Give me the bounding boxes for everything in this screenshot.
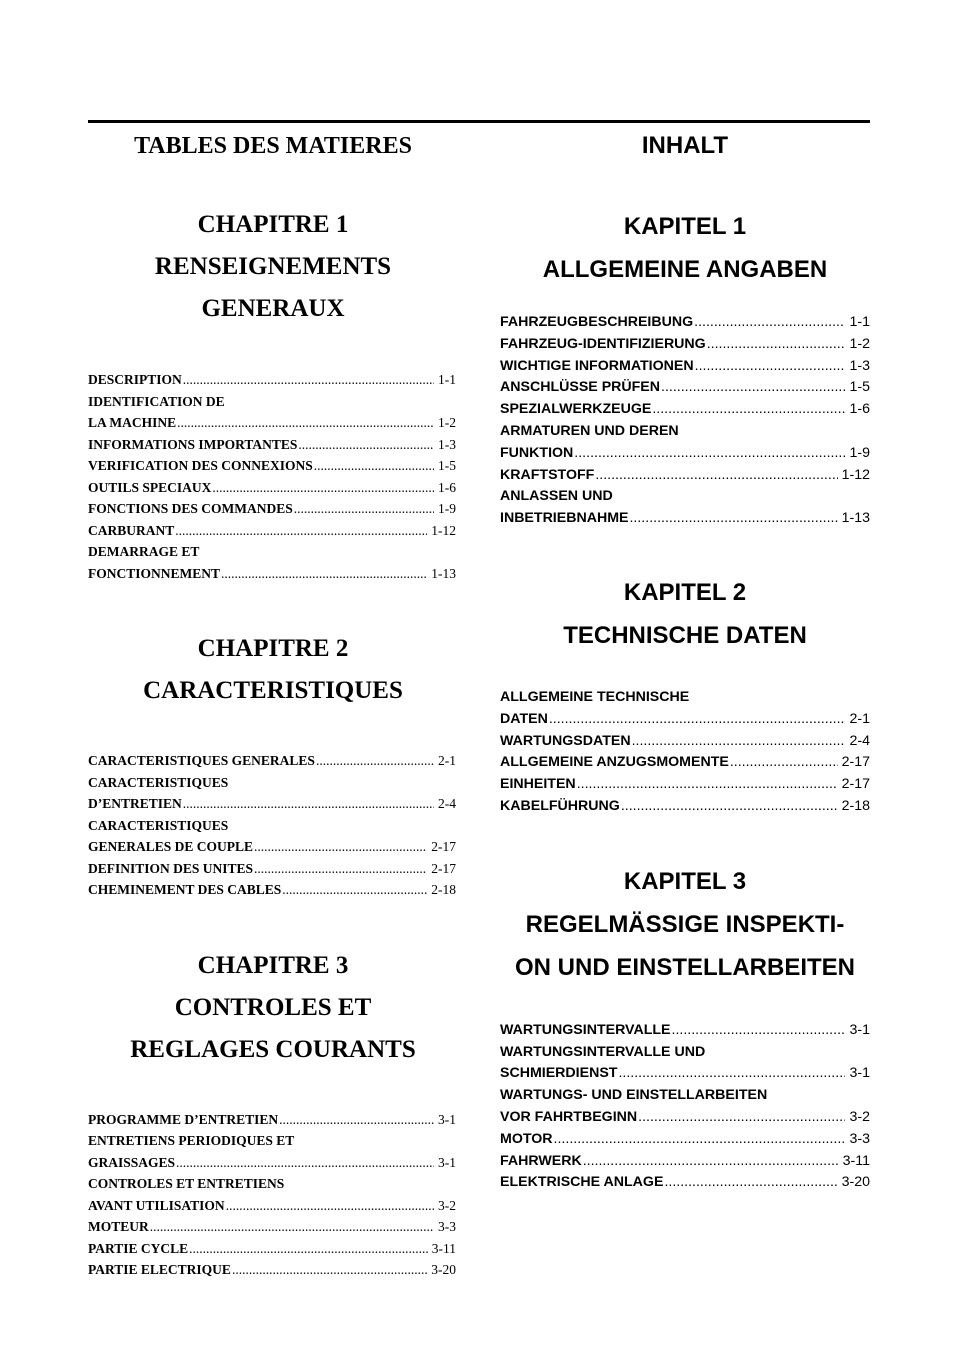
- toc-entry-page: 3-3: [849, 1130, 870, 1147]
- toc-entry[interactable]: [88, 1152, 458, 1174]
- toc-entry[interactable]: [88, 434, 458, 456]
- chapter-2-heading-german: [500, 571, 870, 657]
- toc-entry-label-line: ARMATUREN UND DEREN: [500, 422, 679, 439]
- chapter-3-heading-french: [88, 945, 458, 1071]
- chapter-1-entries-french: [88, 369, 458, 584]
- leader-dots: [294, 498, 434, 520]
- toc-entry[interactable]: [88, 412, 458, 434]
- toc-entry-label: LA MACHINE: [88, 415, 177, 430]
- toc-entry-page: 2-1: [438, 753, 456, 768]
- leader-dots: [298, 434, 434, 456]
- toc-entry-page: 3-11: [842, 1152, 870, 1169]
- chapter-2-entries-french: [88, 750, 458, 901]
- toc-entry[interactable]: [88, 879, 458, 901]
- leader-dots: [254, 836, 427, 858]
- toc-entry[interactable]: [500, 796, 870, 818]
- toc-entry[interactable]: [500, 399, 870, 421]
- toc-entry-page: 3-3: [438, 1219, 456, 1234]
- toc-entry-page: 2-18: [841, 797, 870, 814]
- leader-dots: [629, 508, 837, 530]
- chapter-heading-line: CHAPITRE 3: [197, 951, 349, 979]
- leader-dots: [189, 1238, 428, 1260]
- toc-column-french: [88, 123, 458, 1281]
- toc-entry-label: INFORMATIONS IMPORTANTES: [88, 436, 298, 452]
- toc-entry-label: FAHRZEUGBESCHREIBUNG: [500, 314, 694, 330]
- chapter-1-heading-french: [88, 204, 458, 330]
- toc-entry-page: 1-2: [849, 335, 870, 352]
- leader-dots: [212, 477, 434, 499]
- toc-entry-page: 1-1: [849, 314, 870, 330]
- leader-dots: [226, 1195, 434, 1217]
- toc-entry-page: 3-11: [431, 1240, 456, 1256]
- chapter-heading-line: REGLAGES COURANTS: [130, 1035, 416, 1063]
- toc-entry[interactable]: [88, 498, 458, 520]
- toc-entry-label-line: ENTRETIENS PERIODIQUES ET: [88, 1133, 295, 1148]
- toc-entry-label-line: ANLASSEN UND: [500, 488, 613, 505]
- toc-entry-page: 3-20: [431, 1262, 456, 1277]
- toc-title-french: TABLES DES MATIERES: [134, 133, 412, 159]
- leader-dots: [279, 1109, 434, 1131]
- chapter-1-entries-german: [500, 312, 870, 530]
- toc-entry-label-line: ALLGEMEINE TECHNISCHE: [500, 688, 690, 705]
- toc-entry[interactable]: [88, 1109, 458, 1131]
- toc-entry-page: 2-1: [849, 710, 870, 727]
- toc-entry-label: FONCTIONNEMENT: [88, 565, 221, 581]
- chapter-heading-line: GENERAUX: [201, 295, 345, 322]
- toc-entry[interactable]: [500, 377, 870, 399]
- toc-entry-label: SCHMIERDIENST: [500, 1065, 618, 1082]
- toc-entry[interactable]: [500, 1063, 870, 1085]
- toc-entry-page: 1-13: [841, 510, 870, 527]
- toc-entry-label: OUTILS SPECIAUX: [88, 479, 212, 495]
- toc-entry-page: 2-17: [841, 754, 870, 771]
- leader-dots: [183, 369, 434, 391]
- chapter-3-entries-german: [500, 1020, 870, 1194]
- toc-entry[interactable]: [88, 455, 458, 477]
- toc-entry-label: ANSCHLÜSSE PRÜFEN: [500, 379, 661, 396]
- toc-entry[interactable]: [88, 369, 458, 391]
- toc-entry-label: DATEN: [500, 710, 548, 727]
- toc-entry[interactable]: [88, 1216, 458, 1238]
- toc-entry-page: 1-3: [438, 436, 456, 452]
- toc-entry-label-line: CARACTERISTIQUES: [88, 774, 229, 790]
- toc-entry[interactable]: [88, 477, 458, 499]
- toc-entry-label: SPEZIALWERKZEUGE: [500, 401, 652, 418]
- toc-entry[interactable]: [88, 1238, 458, 1260]
- toc-entry-label: VOR FAHRTBEGINN: [500, 1108, 638, 1125]
- chapter-heading-line: KAPITEL 1: [623, 213, 747, 240]
- toc-entry-label: GENERALES DE COUPLE: [88, 839, 254, 854]
- leader-dots: [177, 412, 434, 434]
- toc-entry-label: PROGRAMME D’ENTRETIEN: [88, 1111, 279, 1127]
- toc-entry-page: 2-17: [841, 776, 870, 793]
- leader-dots: [621, 796, 838, 818]
- toc-entry-page: 3-1: [849, 1065, 870, 1082]
- toc-entry-label: CARACTERISTIQUES GENERALES: [88, 753, 315, 768]
- leader-dots: [595, 465, 837, 487]
- chapter-heading-line: CHAPITRE 1: [197, 211, 349, 238]
- toc-entry[interactable]: [500, 312, 870, 334]
- toc-entry-label: EINHEITEN: [500, 776, 576, 793]
- toc-entry[interactable]: [88, 836, 458, 858]
- leader-dots: [638, 1107, 845, 1129]
- leader-dots: [232, 1259, 427, 1281]
- toc-entry-label: WICHTIGE INFORMATIONEN: [500, 357, 694, 374]
- toc-entry-label: INBETRIEBNAHME: [500, 510, 629, 527]
- toc-entry[interactable]: [88, 1259, 458, 1281]
- chapter-heading-line: TECHNISCHE DATEN: [563, 621, 807, 649]
- toc-entry-page: 1-9: [438, 501, 456, 516]
- toc-entry-label-line: WARTUNGS- UND EINSTELLARBEITEN: [500, 1087, 768, 1104]
- leader-dots: [707, 334, 846, 356]
- toc-entry-page: 3-1: [438, 1154, 456, 1170]
- toc-entry-label: FUNKTION: [500, 444, 574, 461]
- toc-entry-page: 2-4: [849, 732, 870, 749]
- chapter-heading-line: CARACTERISTIQUES: [143, 677, 403, 704]
- toc-entry-label: KRAFTSTOFF: [500, 466, 595, 483]
- toc-entry[interactable]: [500, 774, 870, 796]
- leader-dots: [694, 312, 845, 334]
- toc-entry-label: KABELFÜHRUNG: [500, 797, 620, 814]
- toc-entry-label: MOTEUR: [88, 1219, 149, 1234]
- toc-entry[interactable]: [500, 356, 870, 378]
- toc-entry-label-line: WARTUNGSINTERVALLE UND: [500, 1043, 706, 1060]
- leader-dots: [661, 377, 845, 399]
- toc-entry-label: WARTUNGSDATEN: [500, 732, 631, 749]
- toc-entry-page: 2-4: [438, 796, 456, 811]
- chapter-heading-line: ON UND EINSTELLARBEITEN: [514, 953, 855, 981]
- toc-entry-page: 3-2: [438, 1197, 456, 1213]
- toc-entry-label: PARTIE ELECTRIQUE: [88, 1262, 231, 1277]
- toc-entry-page: 3-1: [849, 1021, 870, 1038]
- toc-entry[interactable]: [88, 1195, 458, 1217]
- toc-entry-page: 1-12: [431, 522, 456, 538]
- leader-dots: [316, 750, 434, 772]
- toc-entry-label: VERIFICATION DES CONNEXIONS: [88, 458, 313, 473]
- toc-entry-page: 3-2: [849, 1108, 870, 1125]
- toc-entry[interactable]: [500, 752, 870, 774]
- chapter-3-heading-german: [500, 860, 870, 989]
- leader-dots: [618, 1063, 845, 1085]
- chapter-heading-line: ALLGEMEINE ANGABEN: [542, 256, 828, 283]
- toc-entry-page: 1-13: [431, 565, 456, 581]
- toc-entry[interactable]: [500, 508, 870, 530]
- leader-dots: [652, 399, 845, 421]
- chapter-heading-line: RENSEIGNEMENTS: [154, 253, 392, 280]
- chapter-heading-line: KAPITEL 3: [623, 867, 747, 895]
- toc-entry-page: 1-3: [849, 357, 870, 374]
- toc-entry-page: 1-5: [438, 458, 456, 473]
- leader-dots: [730, 752, 838, 774]
- toc-entry-label: FONCTIONS DES COMMANDES: [88, 501, 293, 516]
- leader-dots: [175, 520, 427, 542]
- chapter-heading-line: CHAPITRE 2: [197, 635, 349, 662]
- chapter-1-heading-german: [500, 205, 870, 291]
- leader-dots: [672, 1020, 846, 1042]
- toc-entry-label-line: IDENTIFICATION DE: [88, 393, 225, 409]
- toc-entry-label: CARBURANT: [88, 522, 175, 538]
- toc-entry-label: CHEMINEMENT DES CABLES: [88, 882, 282, 897]
- toc-entry-page: 1-9: [849, 444, 870, 461]
- toc-entry-page: 1-6: [849, 401, 870, 418]
- toc-entry[interactable]: [88, 793, 458, 815]
- toc-entry[interactable]: [500, 465, 870, 487]
- toc-title-german: INHALT: [641, 132, 729, 159]
- leader-dots: [221, 563, 427, 585]
- toc-entry-page: 2-17: [431, 860, 456, 876]
- leader-dots: [583, 1151, 839, 1173]
- leader-dots: [695, 356, 846, 378]
- leader-dots: [577, 774, 838, 796]
- toc-entry-label: ALLGEMEINE ANZUGSMOMENTE: [500, 754, 729, 771]
- toc-entry-label: ELEKTRISCHE ANLAGE: [500, 1174, 664, 1191]
- toc-entry-label-line: DEMARRAGE ET: [88, 544, 200, 559]
- toc-entry-page: 3-20: [841, 1174, 870, 1191]
- toc-entry[interactable]: [500, 443, 870, 465]
- toc-entry[interactable]: [500, 709, 870, 731]
- leader-dots: [314, 455, 434, 477]
- leader-dots: [554, 1129, 846, 1151]
- toc-entry[interactable]: [88, 520, 458, 542]
- toc-entry-label: D’ENTRETIEN: [88, 796, 182, 811]
- toc-entry-label: PARTIE CYCLE: [88, 1240, 189, 1256]
- toc-entry-page: 3-1: [438, 1111, 456, 1127]
- toc-entry[interactable]: [500, 334, 870, 356]
- leader-dots: [282, 879, 427, 901]
- toc-entry[interactable]: [500, 1151, 870, 1173]
- toc-entry[interactable]: [500, 1107, 870, 1129]
- toc-entry-label: FAHRWERK: [500, 1152, 582, 1169]
- toc-entry-label: WARTUNGSINTERVALLE: [500, 1021, 671, 1038]
- leader-dots: [183, 793, 434, 815]
- toc-entry[interactable]: [500, 1172, 870, 1194]
- leader-dots: [549, 709, 846, 731]
- leader-dots: [254, 858, 427, 880]
- toc-entry-label: MOTOR: [500, 1130, 553, 1147]
- toc-entry-page: 1-12: [841, 466, 870, 483]
- toc-entry-page: 1-6: [438, 479, 456, 495]
- leader-dots: [176, 1152, 434, 1174]
- chapter-2-heading-french: [88, 628, 458, 712]
- chapter-heading-line: KAPITEL 2: [623, 578, 747, 606]
- toc-entry[interactable]: [500, 1129, 870, 1151]
- toc-entry-label: AVANT UTILISATION: [88, 1197, 225, 1213]
- toc-entry-page: 1-5: [849, 379, 870, 396]
- toc-entry-label: DEFINITION DES UNITES: [88, 860, 254, 876]
- toc-entry-label: FAHRZEUG-IDENTIFIZIERUNG: [500, 335, 706, 352]
- leader-dots: [150, 1216, 434, 1238]
- toc-column-german: [500, 123, 870, 1194]
- toc-entry-page: 2-17: [431, 839, 456, 854]
- chapter-heading-line: CONTROLES ET: [174, 993, 372, 1021]
- leader-dots: [574, 443, 845, 465]
- chapter-heading-line: REGELMÄSSIGE INSPEKTI-: [525, 910, 845, 938]
- toc-entry[interactable]: [88, 563, 458, 585]
- toc-entry[interactable]: [88, 750, 458, 772]
- toc-entry-page: 1-1: [438, 372, 456, 387]
- chapter-3-entries-french: [88, 1109, 458, 1281]
- toc-entry-label-line: CONTROLES ET ENTRETIENS: [88, 1176, 285, 1191]
- toc-entry-label-line: CARACTERISTIQUES: [88, 817, 229, 833]
- toc-entry-page: 2-18: [431, 882, 456, 897]
- toc-entry-label: GRAISSAGES: [88, 1154, 176, 1170]
- chapter-2-entries-german: [500, 687, 870, 818]
- toc-entry[interactable]: [500, 731, 870, 753]
- toc-entry[interactable]: [88, 858, 458, 880]
- toc-entry-label: DESCRIPTION: [88, 372, 182, 387]
- toc-entry[interactable]: [500, 1020, 870, 1042]
- leader-dots: [632, 731, 846, 753]
- toc-entry-page: 1-2: [438, 415, 456, 430]
- leader-dots: [664, 1172, 837, 1194]
